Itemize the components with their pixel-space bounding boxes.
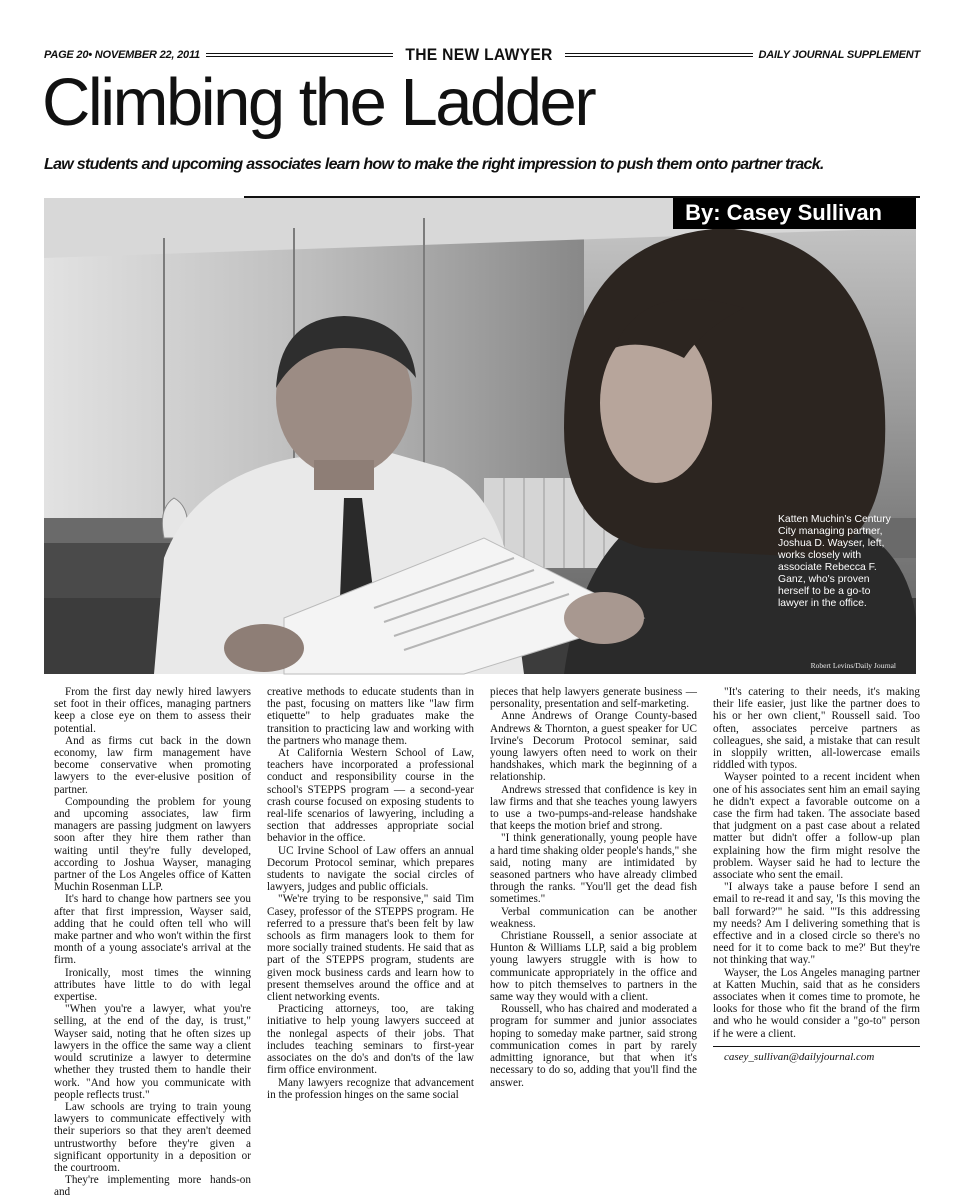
paragraph: Many lawyers recognize that advancement in the profession hinges on the same social — [267, 1076, 474, 1101]
photo-credit: Robert Levins/Daily Journal — [810, 661, 896, 670]
paragraph: Anne Andrews of Orange County-based Andrews & Thornton, a guest speaker for UC Irvine's Decorum Protocol seminar, said young lawyers often need to work on their handshakes, which mark the beginning of a relationship. — [490, 710, 697, 784]
paragraph: Law schools are trying to train young lawyers to communicate effectively with their superiors so that they aren't deemed untrustworthy before they're given a significant opportunity in a deposition or the courtroom. — [54, 1100, 251, 1174]
paragraph: Roussell, who has chaired and moderated a program for summer and junior associates hoping to someday make partner, said strong communication comes in part by rarely admitting ignorance, but that when it's necessary to do so, adding that you'll find the answer. — [490, 1003, 697, 1089]
paragraph: pieces that help lawyers generate business — personality, presentation and self-marketing. — [490, 686, 697, 711]
paragraph: Practicing attorneys, too, are taking initiative to help young lawyers succeed at the nonlegal aspects of their jobs. That includes teaching seminars to first-year associates on the do's and don'ts of the law firm office environment. — [267, 1003, 474, 1077]
paragraph: Christiane Roussell, a senior associate at Hunton & Williams LLP, said a big problem young lawyers struggle with is how to communicate appropriately in the office and how to pitch themselves to partners in the same way they would with a client. — [490, 930, 697, 1004]
paragraph: At California Western School of Law, teachers have incorporated a professional conduct and responsibility course in the school's STEPPS program — a second-year crash course focused on exposing students to real-life scenarios of lawyering, including a section that addresses appropriate social behavior in the office. — [267, 747, 474, 845]
paragraph: From the first day newly hired lawyers set foot in their offices, managing partners keep a close eye on them to assess their potential. — [54, 686, 251, 735]
paragraph: Wayser pointed to a recent incident when one of his associates sent him an email saying he didn't expect a favorable outcome on a case the firm had taken. The associate based that judgment on a past case about a related matter but didn't offer a follow-up plan explaining how the firm might resolve the problem. Wayser said he had to lecture the associate who sent the email. — [713, 771, 920, 882]
masthead-rule-right — [565, 53, 752, 57]
paragraph: "We're trying to be responsive," said Tim Casey, professor of the STEPPS program. He referred to a pressure that's been felt by law schools as firm managers look to them for more socially trained students. He said that as part of the STEPPS program, students are given mock business cards and learn how to present themselves around the office and at client networking events. — [267, 893, 474, 1004]
masthead — [44, 44, 920, 66]
paragraph: And as firms cut back in the down economy, law firm management have become conservative when promoting lawyers to the ever-elusive position of partner. — [54, 734, 251, 796]
photo-caption: Katten Muchin's Century City managing partner, Joshua D. Wayser, left, works closely with associate Rebecca F. Ganz, who's proven herself to be a go-to lawyer in the office. — [778, 514, 891, 609]
paragraph: They're implementing more hands-on and — [54, 1174, 251, 1199]
paragraph: It's hard to change how partners see you after that first impression, Wayser said, adding that he could often tell who will make partner and who won't within the first month of a young associate's arrival at the firm. — [54, 893, 251, 967]
paragraph: UC Irvine School of Law offers an annual Decorum Protocol seminar, which prepares students to navigate the social circles of lawyers, judges and public officials. — [267, 844, 474, 894]
paragraph: creative methods to educate students than in the past, focusing on matters like "law firm etiquette" to help graduates make the transition to practicing law and working with the partners who manage them. — [267, 686, 474, 747]
deck-subheadline: Law students and upcoming associates learn how to make the right impression to push them onto partner track. — [44, 156, 824, 173]
masthead-rule-left — [206, 53, 393, 57]
paragraph: "I think generationally, young people have a hard time shaking older people's hands," she said, noting many are intimidated by seasoned partners who have already climbed through the ranks. "You'll get the dead fish sometimes." — [490, 832, 697, 906]
paragraph: Wayser, the Los Angeles managing partner at Katten Muchin, said that as he considers associates when it comes time to promote, he looks for those who fit the brand of the firm and who he would consider a "go-to" person if he were a client. — [713, 966, 920, 1040]
paragraph: "It's catering to their needs, it's making their life easier, just like the partner does to his or her own client," Roussell said. Too often, associates perceive partners as colleagues, she said, a mistake that can result in sloppily written, all-lowercase emails riddled with typos. — [713, 686, 920, 772]
paragraph: Ironically, most times the winning attributes have little to do with legal expertise. — [54, 966, 251, 1004]
column-4 — [713, 686, 920, 1101]
column-3 — [490, 686, 697, 1101]
paragraph: "I always take a pause before I send an email to re-read it and say, 'Is this moving the ball forward?'" he said. "'Is this addressing my needs? Am I delivering something that is effective and in a closed circle so there's no need for it to come back to me?' But they're not thinking that way." — [713, 881, 920, 967]
author-email[interactable]: casey_sullivan@dailyjournal.com — [724, 1050, 875, 1063]
page-info: PAGE 20• NOVEMBER 22, 2011 — [44, 49, 200, 61]
paragraph: Andrews stressed that confidence is key in law firms and that she teaches young lawyers to use a two-pumps-and-release handshake that keeps the motion brief and strong. — [490, 783, 697, 833]
section-title: THE NEW LAWYER — [405, 45, 553, 64]
publication-name: DAILY JOURNAL SUPPLEMENT — [758, 49, 920, 61]
article-photo — [44, 198, 916, 674]
paragraph: Compounding the problem for young and upcoming associates, law firm managers are passing judgment on lawyers soon after they hire them rather than waiting until they're fully developed, according to Joshua Wayser, managing partner of the Los Angeles office of Katten Muchin Rosenman LLP. — [54, 795, 251, 894]
email-rule — [713, 1046, 920, 1047]
byline: By: Casey Sullivan — [673, 198, 916, 229]
paragraph: "When you're a lawyer, what you're selling, at the end of the day, is trust," Wayser said, noting that he often sizes up lawyers in the office the same way a client would scrutinize a lawyer to determine whether they trusted them to handle their work. "And how you communicate with people reflects trust." — [54, 1003, 251, 1101]
article-body — [44, 686, 920, 1199]
paragraph: Verbal communication can be another weakness. — [490, 905, 697, 930]
headline: Climbing the Ladder — [42, 65, 595, 140]
column-2 — [267, 686, 474, 1101]
column-1 — [44, 686, 251, 1199]
